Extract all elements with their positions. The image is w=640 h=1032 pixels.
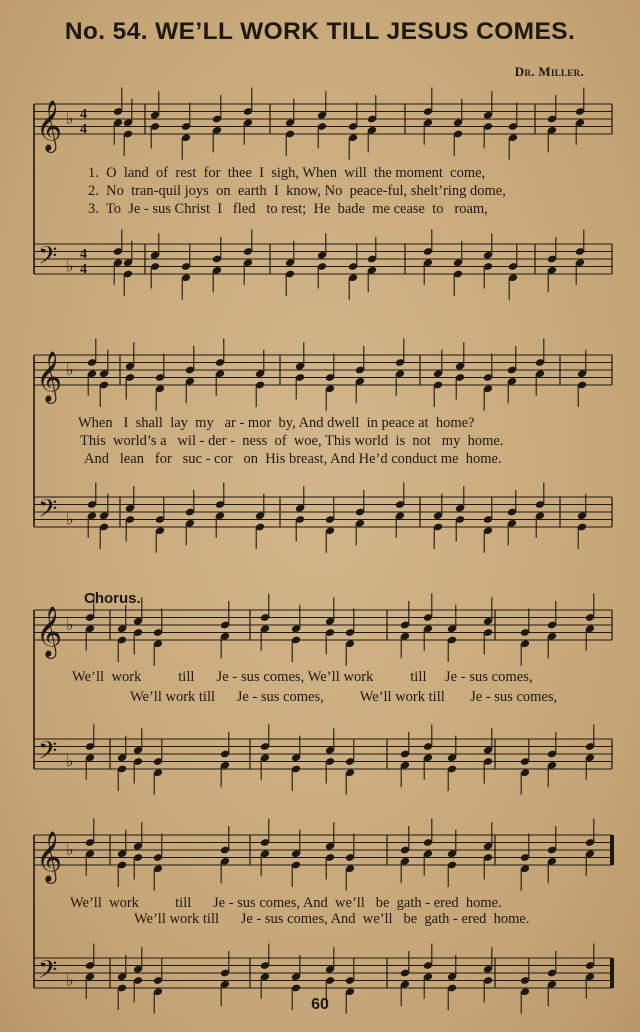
verse-line-6: And lean for suc - cor on His breast, And He’d conduct me home. (84, 451, 502, 467)
verse-line-1: 1. O land of rest for thee I sigh, When will the moment come, (88, 165, 486, 181)
composer-credit: Dr. Miller. (514, 64, 584, 79)
flat-sign-icon: ♭ (66, 751, 74, 771)
treble-clef-icon: 𝄞 (36, 351, 63, 402)
time-signature-bottom: 4 (80, 262, 87, 277)
bass-clef-icon: 𝄢 (38, 241, 58, 277)
bass-clef-icon: 𝄢 (38, 494, 58, 530)
time-signature-top: 4 (80, 247, 87, 262)
page-number: 60 (311, 996, 329, 1013)
hymn-title: No. 54. WE’LL WORK TILL JESUS COMES. (64, 18, 576, 45)
flat-sign-icon: ♭ (66, 256, 74, 276)
treble-clef-icon: 𝄞 (36, 606, 63, 657)
bass-clef-icon: 𝄢 (38, 955, 58, 991)
flat-sign-icon: ♭ (66, 615, 74, 634)
verse-line-4: When I shall lay my ar - mor by, And dwell in peace at home? (78, 415, 475, 431)
time-signature-top: 4 (80, 107, 87, 122)
flat-sign-icon: ♭ (66, 509, 74, 529)
chorus-line-3: We’ll work till Je - sus comes, And we’ll be gath - ered home. (70, 895, 502, 911)
flat-sign-icon: ♭ (66, 360, 74, 379)
verse-line-3: 3. To Je - sus Christ I fled to rest; He bade me cease to roam, (88, 201, 488, 217)
chorus-line-4: We’ll work till Je - sus comes, And we’ll be gath - ered home. (134, 911, 530, 927)
chorus-line-1: We’ll work till Je - sus comes, We’ll work till Je - sus comes, (72, 669, 533, 685)
treble-clef-icon: 𝄞 (36, 100, 63, 151)
chorus-line-2: We’ll work till Je - sus comes, We’ll work till Je - sus comes, (130, 689, 558, 705)
treble-clef-icon: 𝄞 (36, 831, 63, 882)
time-signature-bottom: 4 (80, 122, 87, 137)
chorus-label: Chorus. (84, 590, 141, 607)
verse-line-2: 2. No tran-quil joys on earth I know, No peace-ful, shelt’ring dome, (88, 183, 506, 199)
bass-clef-icon: 𝄢 (38, 736, 58, 772)
flat-sign-icon: ♭ (66, 840, 74, 859)
flat-sign-icon: ♭ (66, 970, 74, 990)
verse-line-5: This world’s a wil - der - ness of woe, This world is not my home. (80, 433, 504, 449)
flat-sign-icon: ♭ (66, 109, 74, 128)
